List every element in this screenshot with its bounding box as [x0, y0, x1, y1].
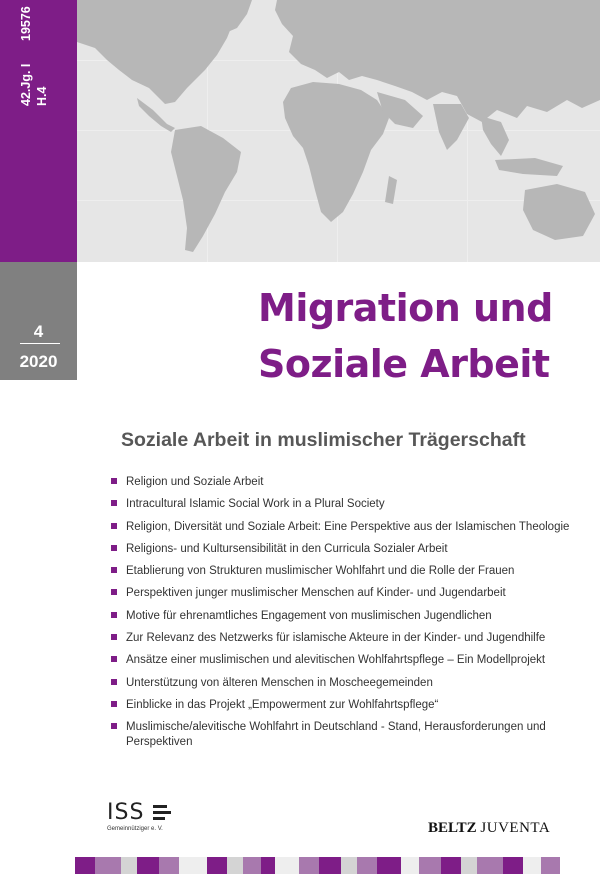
volume-line-2: 19576 [19, 6, 33, 41]
table-of-contents [111, 475, 581, 757]
bullet-square-icon [111, 500, 117, 506]
bullet-square-icon [111, 634, 117, 640]
toc-item-text: Etablierung von Strukturen muslimischer Wohlfahrt und die Rolle der Frauen [126, 565, 515, 578]
strip-segment [401, 857, 419, 874]
strip-segment [341, 857, 357, 874]
toc-item-text: Muslimische/alevitische Wohlfahrt in Deutschland - Stand, Herausforderungen und Perspektiven [126, 721, 546, 749]
toc-item-text: Perspektiven junger muslimischer Menschen auf Kinder- und Jugendarbeit [126, 587, 506, 600]
strip-segment [377, 857, 401, 874]
iss-logo [107, 802, 182, 838]
publisher-logo [428, 820, 550, 837]
landmass-south-america [171, 126, 241, 252]
toc-item-text: Ansätze einer muslimischen und alevitischen Wohlfahrtspflege – Ein Modellprojekt [126, 654, 546, 667]
bullet-square-icon [111, 656, 117, 662]
strip-segment [523, 857, 541, 874]
strip-segment [75, 857, 95, 874]
strip-segment [207, 857, 227, 874]
bullet-square-icon [111, 723, 117, 729]
toc-item [111, 676, 581, 691]
decorative-color-strip [75, 857, 600, 874]
bullet-square-icon [111, 589, 117, 595]
world-map [77, 0, 600, 262]
journal-title [258, 280, 588, 392]
toc-item-text: Zur Relevanz des Netzwerks für islamische Akteure in der Kinder- und Jugendhilfe [126, 632, 546, 645]
bullet-square-icon [111, 612, 117, 618]
publisher-name-part-2: JUVENTA [480, 820, 551, 836]
strip-segment [461, 857, 477, 874]
strip-segment [121, 857, 137, 874]
iss-logo-bar-icon [153, 817, 165, 820]
bullet-square-icon [111, 523, 117, 529]
strip-segment [159, 857, 179, 874]
toc-item-text: Unterstützung von älteren Menschen in Moscheegemeinden [126, 676, 433, 689]
toc-item [111, 720, 581, 750]
volume-info [18, 6, 58, 106]
strip-segment [95, 857, 121, 874]
iss-logo-letters: ISS [107, 800, 145, 825]
volume-line-1: 42.Jg. I H.4 [19, 63, 49, 106]
strip-segment [261, 857, 275, 874]
strip-segment [541, 857, 560, 874]
toc-item [111, 542, 581, 557]
issue-year: 2020 [19, 352, 58, 371]
toc-item-text: Religions- und Kultursensibilität in den Curricula Sozialer Arbeit [126, 542, 448, 555]
toc-item-text: Intracultural Islamic Social Work in a Plural Society [126, 498, 385, 511]
strip-segment [441, 857, 461, 874]
strip-segment [227, 857, 243, 874]
journal-title-line-2: Soziale Arbeit [258, 342, 550, 386]
toc-item [111, 564, 581, 579]
toc-item [111, 698, 581, 713]
issue-divider [20, 343, 60, 344]
strip-segment [503, 857, 523, 874]
strip-segment [419, 857, 441, 874]
iss-logo-bar-icon [153, 811, 171, 814]
issue-theme: Soziale Arbeit in muslimischer Trägerschaft [121, 429, 526, 451]
bullet-square-icon [111, 567, 117, 573]
strip-segment [319, 857, 341, 874]
strip-segment [357, 857, 377, 874]
landmass-indonesia [495, 158, 563, 176]
toc-item-text: Religion, Diversität und Soziale Arbeit: Eine Perspektive aus der Islamischen Theologie [126, 520, 570, 533]
landmass-southeast-asia [481, 116, 509, 156]
toc-item [111, 653, 581, 668]
strip-segment [299, 857, 319, 874]
toc-item-text: Motive für ehrenamtliches Engagement von muslimischen Jugendlichen [126, 609, 492, 622]
bullet-square-icon [111, 679, 117, 685]
toc-item [111, 609, 581, 624]
map-landmasses [77, 0, 600, 252]
landmass-madagascar [385, 176, 397, 204]
journal-title-line-1: Migration und [258, 286, 553, 330]
issue-number: 4 [33, 322, 44, 341]
landmass-india [433, 104, 469, 150]
toc-item-text: Einblicke in das Projekt „Empowerment zur Wohlfahrtspflege“ [126, 698, 439, 711]
publisher-name-part-1: BELTZ [428, 820, 477, 836]
iss-logo-subtitle: Gemeinnütziger e. V. [107, 826, 163, 832]
strip-segment [243, 857, 261, 874]
toc-item [111, 475, 581, 490]
volume-sidebar [0, 0, 77, 262]
bullet-square-icon [111, 701, 117, 707]
toc-item [111, 586, 581, 601]
strip-segment [275, 857, 299, 874]
strip-segment [179, 857, 207, 874]
toc-item [111, 497, 581, 512]
bullet-square-icon [111, 478, 117, 484]
strip-segment [477, 857, 503, 874]
toc-item [111, 520, 581, 535]
iss-logo-bar-icon [153, 805, 167, 808]
strip-segment [137, 857, 159, 874]
toc-item-text: Religion und Soziale Arbeit [126, 476, 264, 488]
landmass-australia [523, 184, 595, 240]
toc-item [111, 631, 581, 646]
world-map-graphic [77, 0, 600, 262]
bullet-square-icon [111, 545, 117, 551]
